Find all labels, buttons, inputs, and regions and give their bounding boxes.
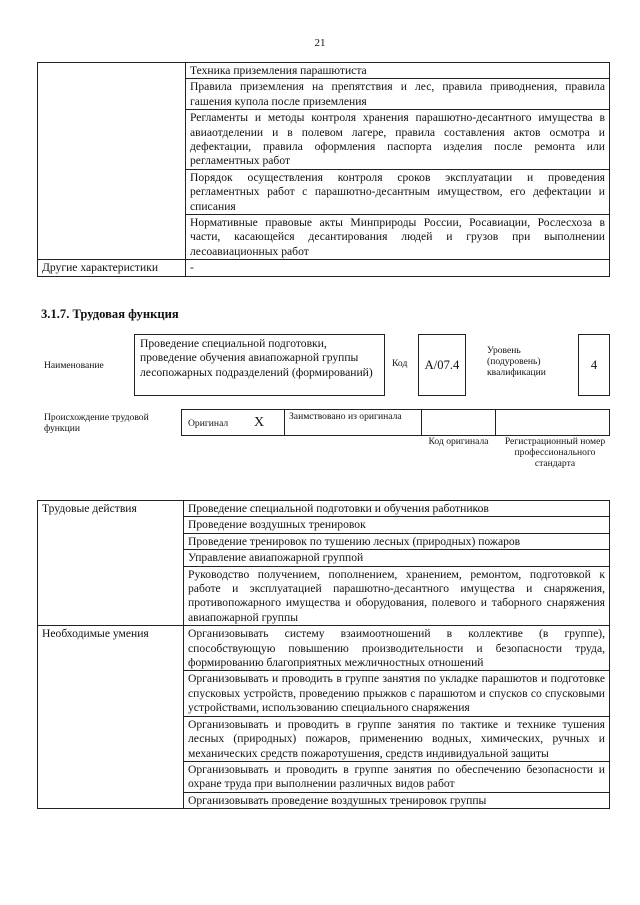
knowledge-item: Нормативные правовые акты Минприроды России, Росавиации, Рослесхоза в части, касающейся десантирования людей и грузов при выполнении лесоавиационных работ [186, 215, 610, 260]
knowledge-item: Порядок осуществления контроля сроков эксплуатации и проведения регламентных работ с парашютно-десантным имуществом, его дефектации и списания [186, 169, 610, 214]
skill-item: Организовывать и проводить в группе занятия по укладке парашютов и подготовке спусковых устройств, проведению прыжков с парашютом и спусков со спусковыми устройствами, использованию специального снаряжения [184, 671, 610, 716]
labor-actions-label: Трудовые действия [38, 501, 184, 626]
labor-actions-table [37, 500, 610, 809]
knowledge-item: Регламенты и методы контроля хранения парашютно-десантного имущества в авиаотделении и в полевом лагере, правила составления актов осмотра и дефектации, правила оформления паспорта изделия после ремонта или регламентных работ [186, 110, 610, 170]
table-row [38, 626, 610, 671]
level-label: Уровень (подуровень) квалификации [487, 345, 546, 378]
row-label-other: Другие характеристики [38, 260, 186, 276]
original-label: Оригинал [188, 418, 229, 429]
original-mark: X [254, 415, 265, 430]
code-original-caption: Код оригинала [428, 436, 489, 447]
page-number: 21 [314, 37, 326, 49]
skill-item: Организовывать и проводить в группе занятия по тактике и технике тушения лесных (природных) пожаров, применению водных, химических, ручных и механических средств пожаротушения, средств индивидуальной защиты [184, 716, 610, 761]
qualification-level: 4 [578, 334, 610, 396]
knowledge-table [37, 62, 610, 277]
skill-item: Организовывать систему взаимоотношений в коллективе (в группе), способствующую повышению производительности и безопасности труда, формированию благоприятных межличностных отношений [184, 626, 610, 671]
skill-item: Организовывать и проводить в группе занятия по обеспечению безопасности и охране труда при выполнении различных видов работ [184, 761, 610, 792]
knowledge-item: Правила приземления на препятствия и лес, правила приводнения, правила гашения купола после приземления [186, 79, 610, 110]
labor-action-item: Руководство получением, пополнением, хранением, ремонтом, подготовкой к работе и эксплуатацией парашютно-десантного имущества и снаряжения, противопожарного имущества и оборудования, полевого и таборного снаряжения авиапожарной группы [184, 566, 610, 626]
skills-label: Необходимые умения [38, 626, 184, 809]
table-row [38, 63, 610, 79]
function-name: Проведение специальной подготовки, проведение обучения авиапожарной группы лесопожарных подразделений (формирований) [134, 334, 385, 396]
origin-label: Происхождение трудовой функции [44, 412, 149, 434]
labor-action-item: Проведение тренировок по тушению лесных (природных) пожаров [184, 533, 610, 549]
skill-item: Организовывать проведение воздушных тренировок группы [184, 792, 610, 808]
labor-action-item: Проведение специальной подготовки и обучения работников [184, 501, 610, 517]
knowledge-item: Техника приземления парашютиста [186, 63, 610, 79]
table-row [38, 501, 610, 517]
original-cell [181, 409, 285, 436]
table-row [38, 260, 610, 276]
code-original-cell [421, 409, 496, 436]
row-label [38, 63, 186, 260]
reg-number-caption: Регистрационный номер профессионального стандарта [504, 436, 606, 469]
other-characteristics-value: - [186, 260, 610, 276]
section-title: 3.1.7. Трудовая функция [41, 307, 179, 321]
name-label: Наименование [44, 360, 104, 371]
function-code: А/07.4 [418, 334, 466, 396]
borrowed-cell: Заимствовано из оригинала [284, 409, 422, 436]
labor-action-item: Управление авиапожарной группой [184, 550, 610, 566]
reg-number-cell [495, 409, 610, 436]
code-label: Код [392, 358, 408, 369]
labor-action-item: Проведение воздушных тренировок [184, 517, 610, 533]
